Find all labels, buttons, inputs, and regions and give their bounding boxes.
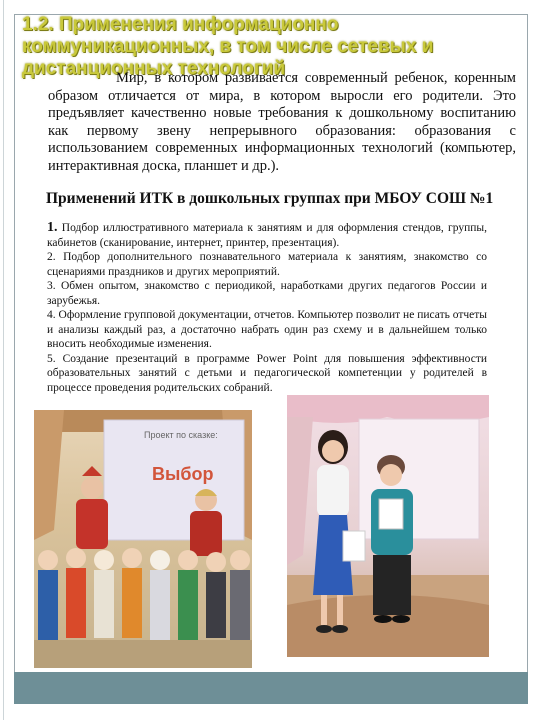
list-item-text: Подбор дополнительного познавательного материала к занятиям, знакомство со сценариями праздников и других мероприятий. <box>47 251 488 278</box>
ikt-usage-list <box>47 221 487 395</box>
list-item-number: 5. <box>47 352 56 365</box>
list-item-text: Создание презентаций в программе Power Point для повышения эффективности образовательных занятий с детьми и педагогической компетенции у родителей в процессе проведения родительских собраний. <box>47 352 488 394</box>
list-item <box>47 250 487 279</box>
list-item-number: 2. <box>47 251 56 263</box>
left-margin-line <box>3 0 4 720</box>
list-item-text: Оформление групповой документации, отчетов. Компьютер позволит не писать отчеты и анализы каждый раз, а достаточно набрать один раз схему и в дальнейшем только вносить необходимые изменения. <box>47 309 488 350</box>
list-item-number: 4. <box>47 309 56 321</box>
list-item <box>47 279 487 308</box>
photo-certificate-award <box>287 395 489 657</box>
screen-title: Выбор <box>152 464 214 484</box>
list-item-text: Обмен опытом, знакомство с периодикой, наработками других педагогов России и зарубежья. <box>47 280 487 307</box>
photo-children-illustration <box>34 410 252 668</box>
list-item <box>47 221 487 250</box>
list-item-text: Подбор иллюстративного материала к занятиям и для оформления стендов, группы, кабинетов (сканирование, интернет, принтер, презентация). <box>47 222 488 249</box>
list-item-number: 3. <box>47 280 56 292</box>
footer-bar <box>14 672 528 704</box>
screen-caption: Проект по сказке: <box>144 430 218 440</box>
list-item <box>47 352 487 396</box>
photo-award-illustration <box>287 395 489 657</box>
intro-paragraph: Мир, в котором развивается современный ребенок, коренным образом отличается от мира, в котором выросли его родители. Это предъявляет качественно новые требования к дошкольному воспитанию как первому звену непрерывного образования: образования с использованием современных информационных технологий (компьютер, интерактивная доска, планшет и др.). <box>48 70 516 174</box>
list-item-number: 1. <box>47 220 58 235</box>
photo-children-performance <box>34 410 252 668</box>
section-heading: Применений ИТК в дошкольных группах при МБОУ СОШ №1 <box>46 190 494 207</box>
page-title: 1.2. Применения информационно коммуникационных, в том числе сетевых и дистанционных технологий <box>22 14 434 79</box>
list-item <box>47 308 487 352</box>
